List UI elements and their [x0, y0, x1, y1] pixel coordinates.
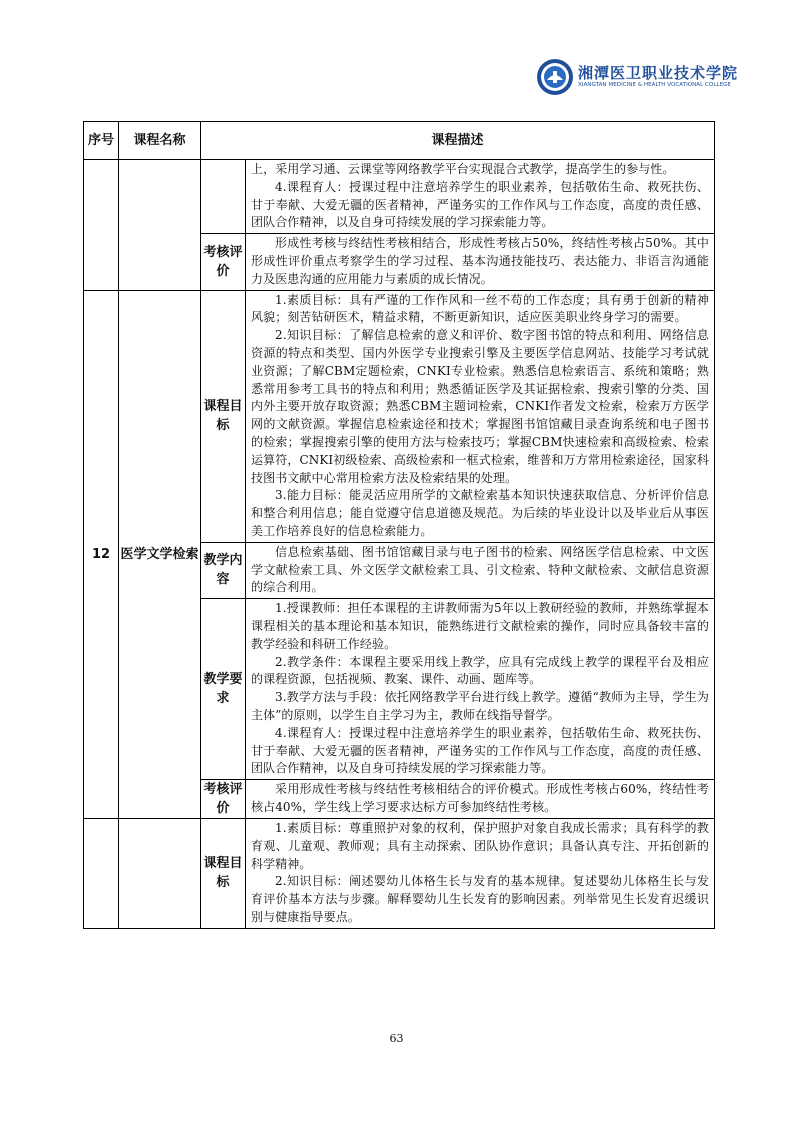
college-logo — [536, 58, 739, 98]
header-num: 序号 — [84, 122, 119, 160]
prev-assessment-label: 考核评价 — [201, 234, 246, 290]
table-header-row — [84, 122, 715, 160]
requirements-label: 教学要求 — [201, 599, 246, 780]
prev-assessment: 形成性考核与终结性考核相结合，形成性考核占50%，终结性考核占50%。其中形成性评价重点考察学生的学习过程、基本沟通技能技巧、表达能力、非语言沟通能力及医患沟通的应用能力与素质的成长情况。 — [246, 234, 715, 290]
course-content: 信息检索基础、图书馆馆藏目录与电子图书的检索、网络医学信息检索、中文医学文献检索工具、外文医学文献检索工具、引文检索、特种文献检索、文献信息资源的综合利用。 — [246, 542, 715, 598]
prev-name-cell — [119, 160, 201, 291]
assessment-label: 考核评价 — [201, 780, 246, 819]
prev-teaching-req: 上，采用学习通、云课堂等网络教学平台实现混合式教学，提高学生的参与性。 4.课程育人：授课过程中注意培养学生的职业素养，包括敬佑生命、救死扶伤、甘于奉献、大爱无疆的医者精神，严谨务实的工作作风与工作态度，高度的责任感、团队合作精神，以及自身可持续发展的学习探索能力等。 — [246, 160, 715, 234]
next-num-cell — [84, 819, 119, 929]
course-number: 12 — [84, 290, 119, 819]
college-emblem-icon — [536, 58, 574, 96]
course-name: 医学文学检索 — [119, 290, 201, 819]
course-assessment: 采用形成性考核与终结性考核相结合的评价模式。形成性考核占60%，终结性考核占40%，学生线上学习要求达标方可参加终结性考核。 — [246, 780, 715, 819]
college-name-cn: 湘潭医卫职业技术学院 — [578, 64, 739, 82]
prev-sub-cell — [201, 160, 246, 234]
goals-label: 课程目标 — [201, 290, 246, 542]
table-row — [84, 160, 715, 234]
course-table — [83, 121, 715, 929]
header-name: 课程名称 — [119, 122, 201, 160]
content-label: 教学内容 — [201, 542, 246, 598]
table-row — [84, 290, 715, 542]
course-goals: 1.素质目标：具有严谨的工作作风和一丝不苟的工作态度；具有勇于创新的精神风貌；刻苦钻研医术，精益求精，不断更新知识，适应医美职业终身学习的需要。 2.知识目标：了解信息检索的意义和评价、数字图书馆的特点和利用、网络信息资源的特点和类型、国内外医学专业搜索引擎及主要医学信息网站、技能学习考试就业资源；了解CBM定题检索，CNKI专业检索。熟悉信息检索语言、系统和策略；熟悉常用参考工具书的特点和利用；熟悉循证医学及其证据检索、搜索引擎的分类、国内外主要开放存取资源；熟悉CBM主题词检索，CNKI作者发文检索，检索万方医学网的文献资源。掌握信息检索途径和技术；掌握图书馆馆藏目录查询系统和电子图书的检索；掌握搜索引擎的使用方法与检索技巧；掌握CBM快速检索和高级检索、检索运算符，CNKI初级检索、高级检索和一框式检索，维普和万方常用检索途径，国家科技图书文献中心常用检索方法及检索结果的处理。 3.能力目标：能灵活应用所学的文献检索基本知识快速获取信息、分析评价信息和整合利用信息；能自觉遵守信息道德及规范。为后续的毕业设计以及毕业后从事医美工作培养良好的信息检索能力。 — [246, 290, 715, 542]
course-requirements: 1.授课教师：担任本课程的主讲教师需为5年以上教研经验的教师，并熟练掌握本课程相关的基本理论和基本知识，能熟练进行文献检索的操作，同时应具备较丰富的教学经验和科研工作经验。 2.教学条件：本课程主要采用线上教学，应具有完成线上教学的课程平台及相应的课程资源，包括视频、教案、课件、动画、题库等。 3.教学方法与手段：依托网络教学平台进行线上教学。遵循“教师为主导，学生为主体”的原则，以学生自主学习为主，教师在线指导督学。 4.课程育人：授课过程中注意培养学生的职业素养，包括敬佑生命、救死扶伤、甘于奉献、大爱无疆的医者精神，严谨务实的工作作风与工作态度，高度的责任感、团队合作精神，以及自身可持续发展的学习探索能力等。 — [246, 599, 715, 780]
next-goals-label: 课程目标 — [201, 819, 246, 929]
prev-num-cell — [84, 160, 119, 291]
next-name-cell — [119, 819, 201, 929]
college-name-en: XIANGTAN MEDICINE & HEALTH VOCATIONAL COLLEGE — [578, 82, 731, 88]
next-course-goals: 1.素质目标：尊重照护对象的权利，保护照护对象自我成长需求；具有科学的教育观、儿童观、教师观；具有主动探索、团队协作意识；具备认真专注、开拓创新的科学精神。 2.知识目标：阐述婴幼儿体格生长与发育的基本规律。复述婴幼儿体格生长与发育评价基本方法与步骤。解释婴幼儿生长发育的影响因素。列举常见生长发育迟缓识别与健康指导要点。 — [246, 819, 715, 929]
header-desc: 课程描述 — [201, 122, 715, 160]
page-number: 63 — [389, 1032, 404, 1045]
table-row — [84, 819, 715, 929]
